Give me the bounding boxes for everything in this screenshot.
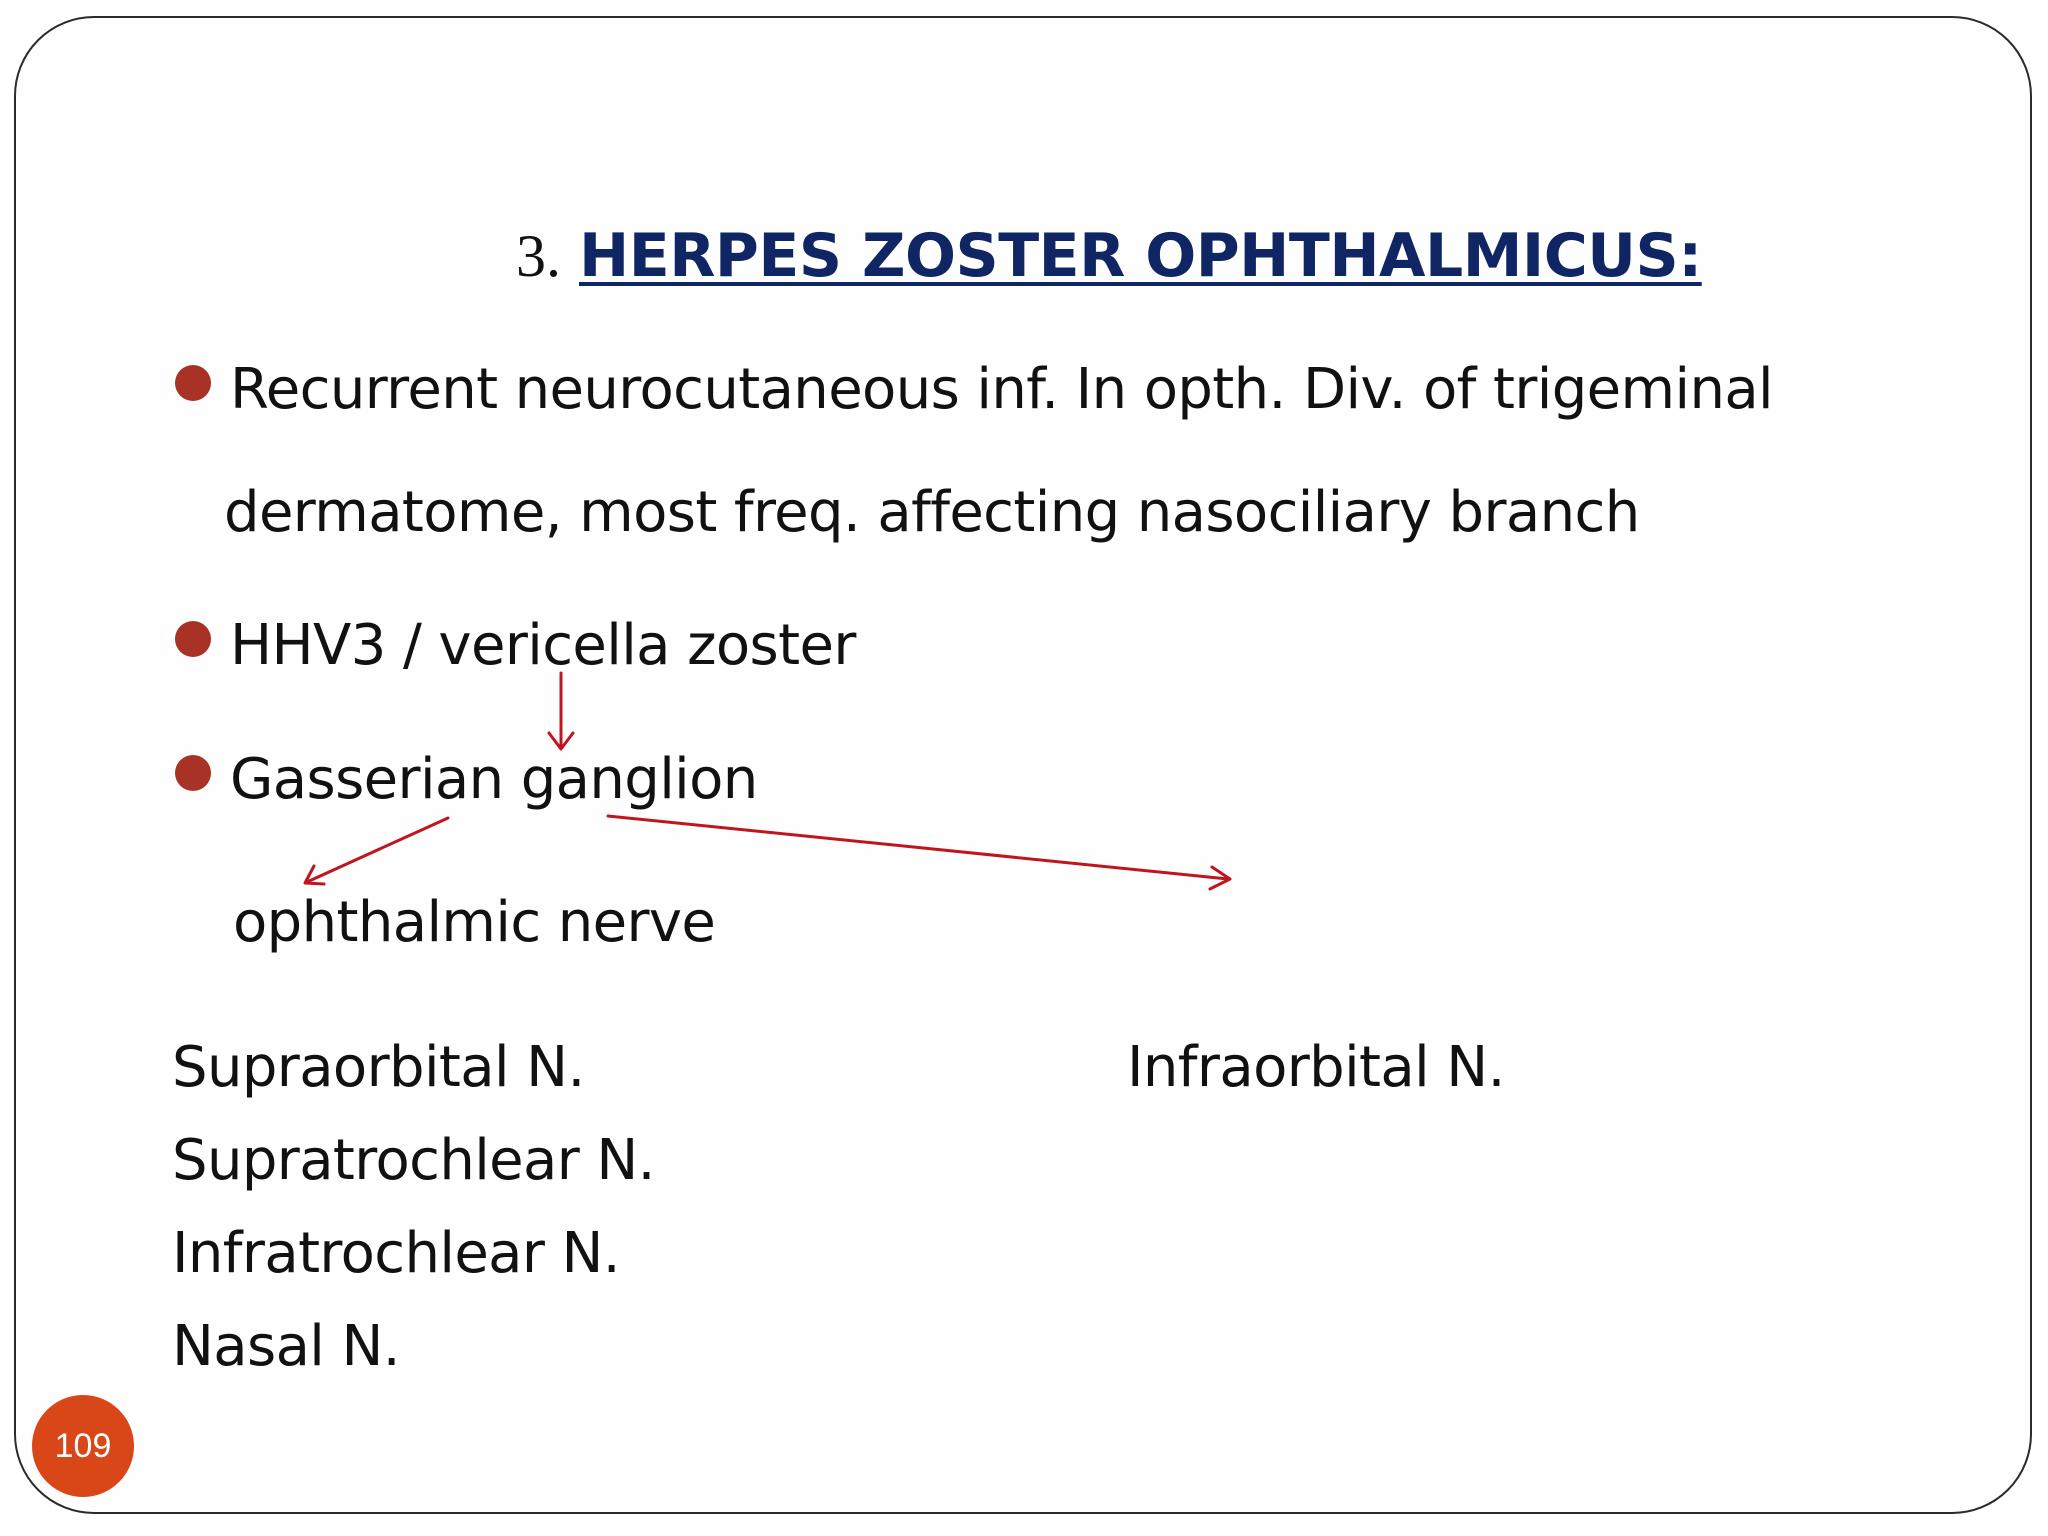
nerve-infraorbital: Infraorbital N. bbox=[1127, 1035, 1505, 1100]
bullet-dot-1 bbox=[175, 365, 211, 401]
bullet-3-text: Gasserian ganglion bbox=[230, 747, 758, 812]
nerve-supraorbital: Supraorbital N. bbox=[172, 1035, 585, 1100]
nerve-supratrochlear: Supratrochlear N. bbox=[172, 1128, 655, 1193]
page-number-badge: 109 bbox=[32, 1395, 134, 1497]
bullet-2-text: HHV3 / vericella zoster bbox=[230, 613, 856, 678]
nerve-nasal: Nasal N. bbox=[172, 1314, 400, 1379]
bullet-1-line-2: dermatome, most freq. affecting nasociliary branch bbox=[224, 480, 1640, 545]
slide-title bbox=[516, 216, 1702, 296]
title-text: HERPES ZOSTER OPHTHALMICUS: bbox=[579, 221, 1702, 291]
title-number: 3. bbox=[516, 223, 561, 289]
nerve-infratrochlear: Infratrochlear N. bbox=[172, 1221, 620, 1286]
bullet-dot-3 bbox=[175, 755, 211, 791]
bullet-1-line-1: Recurrent neurocutaneous inf. In opth. Div. of trigeminal bbox=[230, 357, 1774, 422]
ophthalmic-nerve-label: ophthalmic nerve bbox=[233, 890, 716, 955]
bullet-dot-2 bbox=[175, 621, 211, 657]
